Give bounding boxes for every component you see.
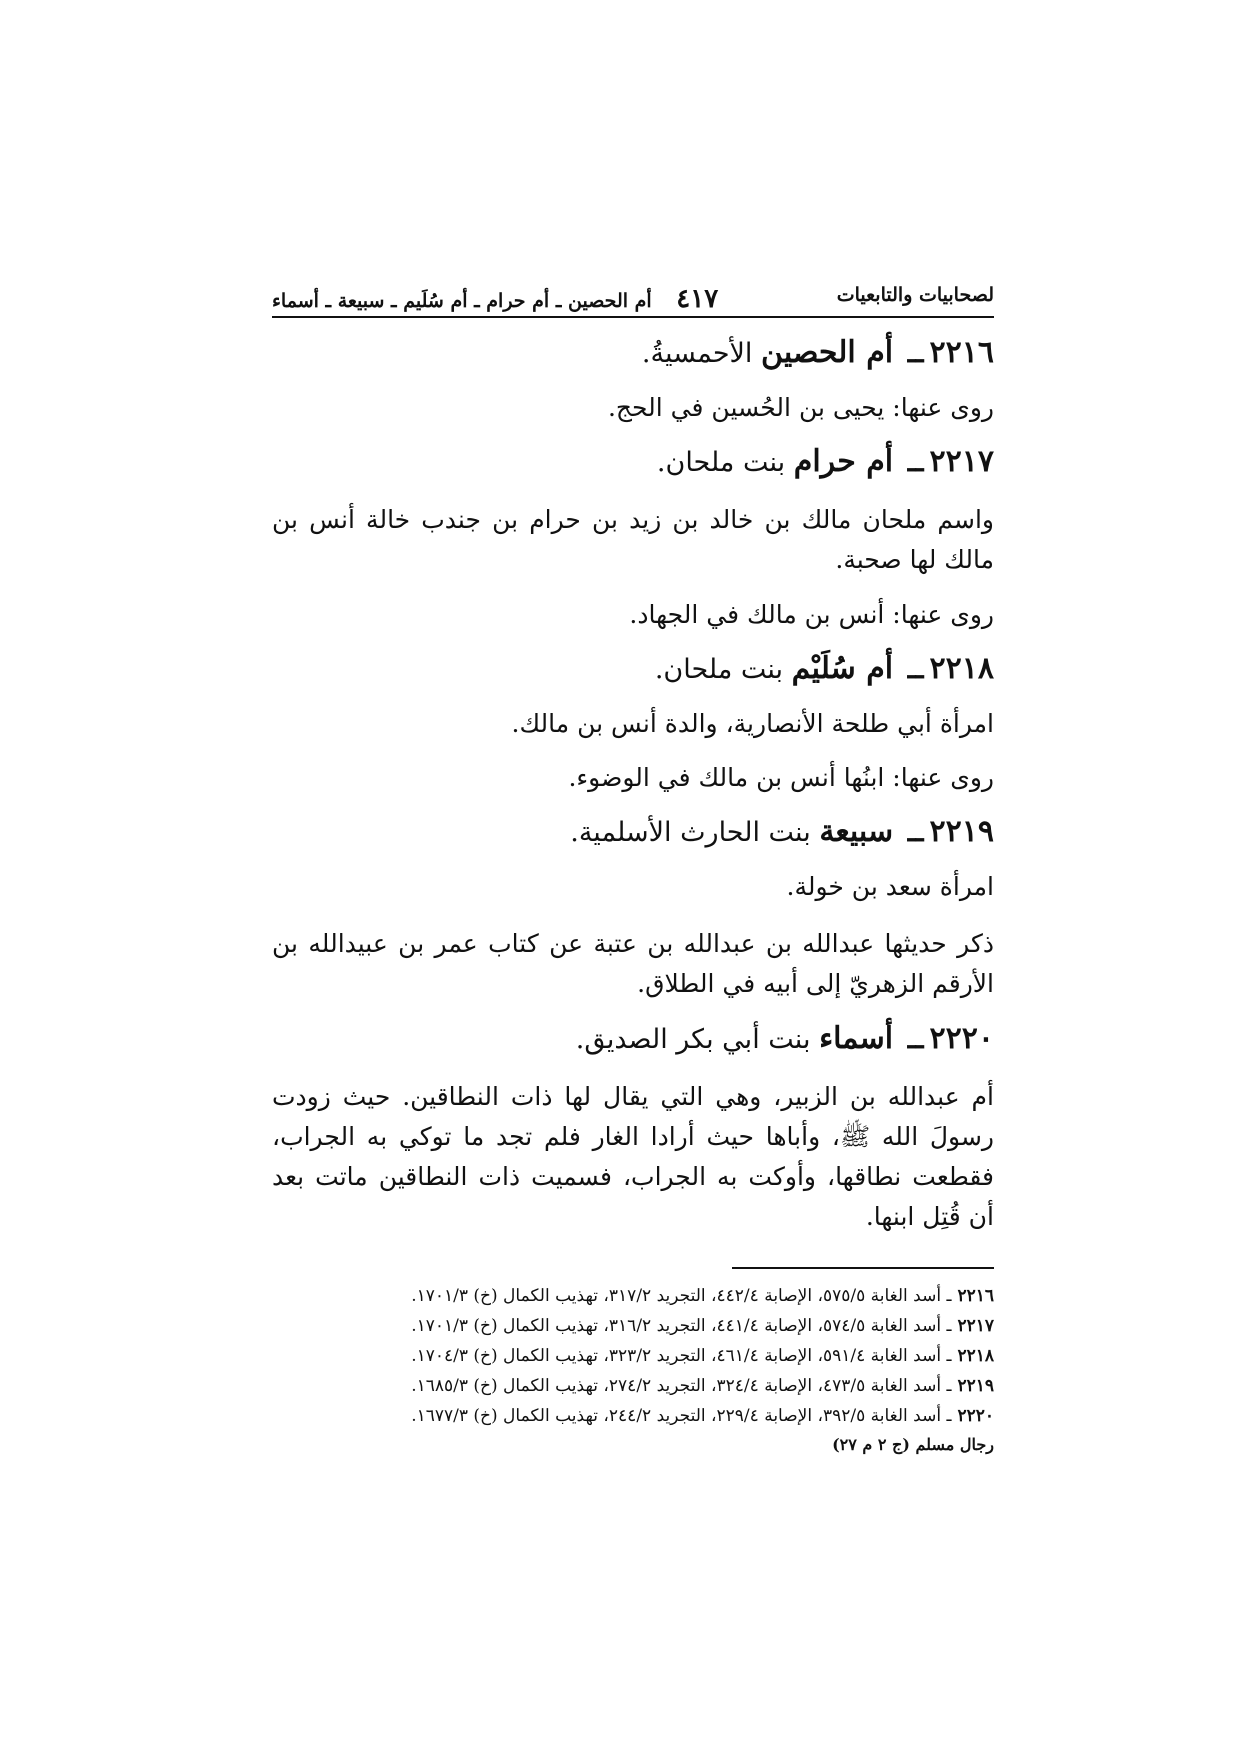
running-head [272, 280, 994, 318]
footnote [272, 1371, 994, 1401]
entry-paragraph: ذكر حديثها عبدالله بن عبدالله بن عتبة عن كتاب عمر بن عبيدالله بن الأرقم الزهريّ إلى أبيه في الطلاق. [272, 929, 994, 998]
book-page [272, 280, 994, 1454]
entry-number: ٢٢١٦ [929, 335, 994, 370]
entry-paragraph: أم عبدالله بن الزبير، وهي التي يقال لها ذات النطاقين. حيث زودت رسولَ الله ﷺ، وأباها حيث أرادا الغار فلم تجد ما توكي به الجراب، فقطعت نطاقها، وأوكت به الجراب، فسميت ذات النطاقين ماتت بعد أن قُتِل ابنها. [272, 1082, 994, 1231]
page-body [272, 336, 994, 1237]
entry-number: ٢٢٢٠ [929, 1021, 994, 1056]
footnote [272, 1281, 994, 1311]
footnotes [272, 1281, 994, 1431]
footnote-number: ٢٢١٩ [957, 1376, 994, 1396]
entry-number: ٢٢١٨ [929, 651, 994, 686]
entry-rest: بنت أبي بكر الصديق. [575, 1024, 811, 1055]
footnote-text: ـ أسد الغابة ٤٧٣/٥، الإصابة ٣٢٤/٤، التجريد ٢٧٤/٢، تهذيب الكمال (خ) ١٦٨٥/٣. [411, 1376, 952, 1396]
entry-heading: ٢٢١٧ــ أم حرام بنت ملحان. [656, 444, 994, 479]
footnote-text: ـ أسد الغابة ٥٧٥/٥، الإصابة ٤٤٢/٤، التجريد ٣١٧/٢، تهذيب الكمال (خ) ١٧٠١/٣. [411, 1286, 952, 1306]
footnote-text: ـ أسد الغابة ٣٩٢/٥، الإصابة ٢٢٩/٤، التجريد ٢٤٤/٢، تهذيب الكمال (خ) ١٦٧٧/٣. [411, 1406, 952, 1426]
entry-heading: ٢٢١٩ــ سبيعة بنت الحارث الأسلمية. [570, 814, 994, 849]
entry-rest: الأحمسيةُ. [641, 338, 753, 369]
footnote [272, 1311, 994, 1341]
footnote [272, 1401, 994, 1431]
entry-name: أم الحصين [761, 335, 894, 370]
entry-heading: ٢٢١٦ــ أم الحصين الأحمسيةُ. [641, 335, 994, 370]
footnote [272, 1341, 994, 1371]
footnote-number: ٢٢٢٠ [957, 1406, 994, 1426]
entry-line: روى عنها: يحيى بن الحُسين في الحج. [607, 393, 994, 422]
running-head-title: أم الحصين ـ أم حرام ـ أم سُلَيم ـ سبيعة ـ أسماء [272, 290, 652, 312]
entry-name: أم حرام [793, 444, 894, 479]
entry-name: سبيعة [819, 814, 894, 849]
footnote-text: ـ أسد الغابة ٥٧٤/٥، الإصابة ٤٤١/٤، التجريد ٣١٦/٢، تهذيب الكمال (خ) ١٧٠١/٣. [411, 1316, 952, 1336]
footnote-number: ٢٢١٨ [957, 1346, 994, 1366]
entry-number: ٢٢١٩ [929, 814, 994, 849]
running-head-right: لصحابيات والتابعيات [836, 284, 994, 306]
entry-line: روى عنها: أنس بن مالك في الجهاد. [629, 600, 994, 629]
page-number: ٤١٧ [676, 284, 719, 314]
footnote-number: ٢٢١٦ [957, 1286, 994, 1306]
footnote-number: ٢٢١٧ [957, 1316, 994, 1336]
footnote-divider [732, 1267, 994, 1269]
entry-name: أسماء [819, 1021, 894, 1056]
entry-paragraph: واسم ملحان مالك بن خالد بن زيد بن حرام بن جندب خالة أنس بن مالك لها صحبة. [272, 505, 994, 574]
entry-rest: بنت الحارث الأسلمية. [570, 817, 811, 848]
entry-heading: ٢٢١٨ــ أم سُلَيْم بنت ملحان. [654, 651, 994, 686]
running-head-left [272, 284, 718, 314]
entry-line: امرأة سعد بن خولة. [786, 872, 994, 901]
entry-rest: بنت ملحان. [654, 654, 784, 685]
footnote-text: ـ أسد الغابة ٥٩١/٤، الإصابة ٤٦١/٤، التجريد ٣٢٣/٢، تهذيب الكمال (خ) ١٧٠٤/٣. [411, 1346, 952, 1366]
printer-signature: رجال مسلم (ج ٢ م ٢٧) [832, 1435, 994, 1454]
entry-name: أم سُلَيْم [791, 651, 894, 686]
entry-number: ٢٢١٧ [929, 444, 994, 479]
entry-line: روى عنها: ابنُها أنس بن مالك في الوضوء. [568, 763, 994, 792]
entry-heading: ٢٢٢٠ــ أسماء بنت أبي بكر الصديق. [575, 1021, 994, 1056]
entry-rest: بنت ملحان. [656, 447, 786, 478]
entry-line: امرأة أبي طلحة الأنصارية، والدة أنس بن مالك. [511, 709, 994, 738]
